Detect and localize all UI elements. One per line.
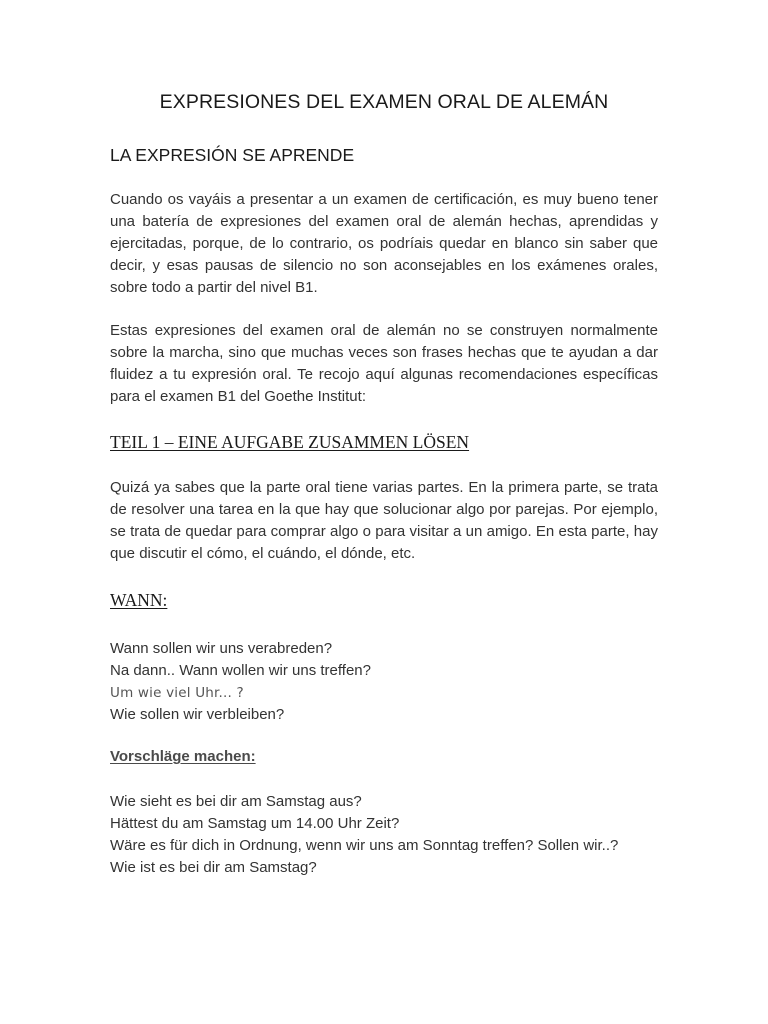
document-title: EXPRESIONES DEL EXAMEN ORAL DE ALEMÁN: [159, 91, 609, 113]
wann-heading: WANN:: [110, 590, 168, 610]
list-item: Na dann.. Wann wollen wir uns treffen?: [110, 662, 371, 679]
vorschlaege-heading: Vorschläge machen:: [110, 748, 256, 765]
paragraph-expressions: Estas expresiones del examen oral de alemán no se construyen normalmente sobre la marcha, sino que muchas veces son frases hechas que te ayudan a dar fluidez a tu expresión oral. Te recojo aquí algunas recomendaciones específicas para el examen B1 del Goethe Institut:: [110, 322, 658, 405]
list-item: Um wie viel Uhr... ?: [110, 685, 244, 701]
teil-1-heading: TEIL 1 – EINE AUFGABE ZUSAMMEN LÖSEN: [110, 432, 470, 452]
list-item: Hättest du am Samstag um 14.00 Uhr Zeit?: [110, 815, 400, 832]
list-item: Wie sollen wir verbleiben?: [110, 706, 285, 723]
list-item: Wie ist es bei dir am Samstag?: [110, 859, 317, 876]
vorschlaege-list: [110, 791, 658, 879]
paragraph-intro: Cuando os vayáis a presentar a un examen de certificación, es muy bueno tener una batería de expresiones del examen oral de alemán hechas, aprendidas y ejercitadas, porque, de lo contrario, os podríais quedar en blanco sin saber que decir, y esas pausas de silencio no son aconsejables en los exámenes orales, sobre todo a partir del nivel B1.: [110, 191, 658, 296]
list-item: Wie sieht es bei dir am Samstag aus?: [110, 793, 362, 810]
wann-list: [110, 638, 658, 726]
list-item: Wann sollen wir uns verabreden?: [110, 640, 333, 657]
list-item: Wäre es für dich in Ordnung, wenn wir uns am Sonntag treffen? Sollen wir..?: [110, 837, 619, 854]
paragraph-teil-1: Quizá ya sabes que la parte oral tiene varias partes. En la primera parte, se trata de resolver una tarea en la que hay que solucionar algo por parejas. Por ejemplo, se trata de quedar para comprar algo o para visitar a un amigo. En esta parte, hay que discutir el cómo, el cuándo, el dónde, etc.: [110, 479, 658, 562]
section-heading: LA EXPRESIÓN SE APRENDE: [110, 145, 355, 165]
